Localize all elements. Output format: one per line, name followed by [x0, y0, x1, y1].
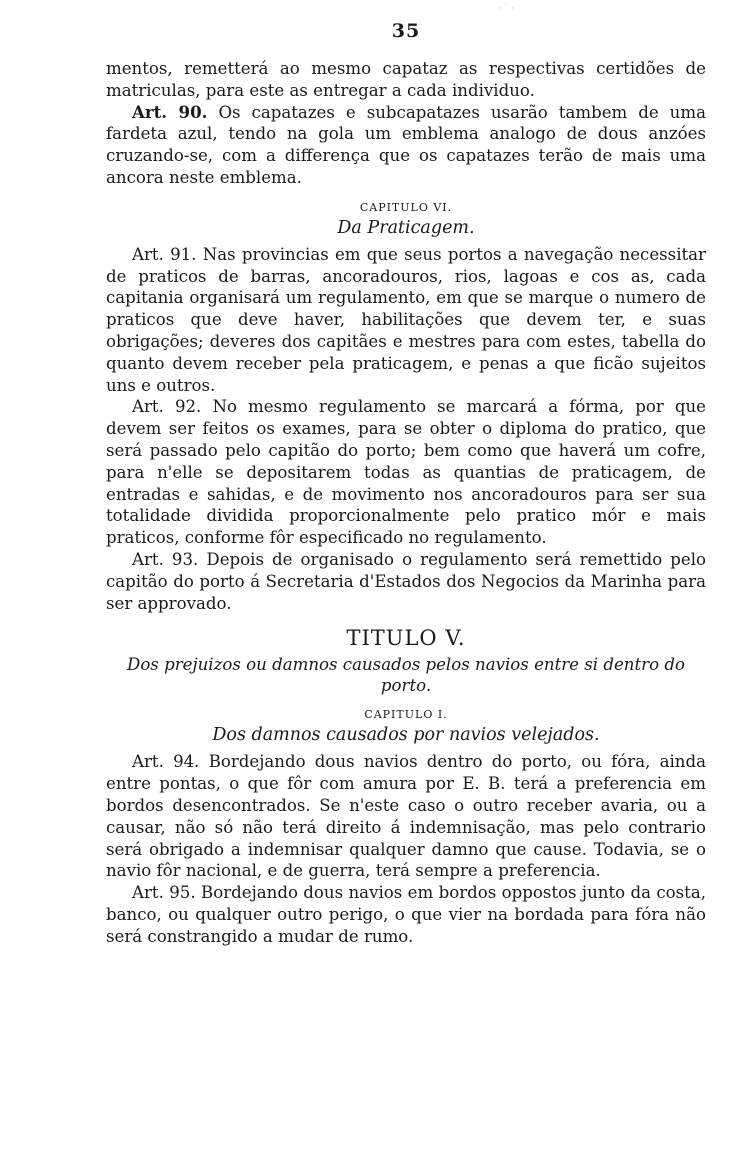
article-93-label: Art. 93. — [132, 549, 199, 569]
document-page — [106, 20, 706, 948]
article-95-label: Art. 95. — [132, 883, 196, 903]
article-94 — [106, 751, 706, 882]
article-93-text: Depois de organisado o regulamento será remettido pelo capitão do porto á Secretaria d'Estados dos Negocios da Marinha para ser approvado. — [106, 549, 706, 613]
article-93 — [106, 549, 706, 614]
article-90-label: Art. 90. — [132, 101, 208, 122]
scan-specks: · ˙ · — [498, 4, 514, 14]
chapter-1-title: Dos damnos causados por navios velejados. — [212, 725, 600, 746]
article-91-label: Art. 91. — [132, 244, 197, 264]
page-number: 35 — [391, 20, 421, 42]
article-90-text: Os capatazes e subcapatazes usarão tambem de uma fardeta azul, tendo na gola um emblema analogo de dous anzóes cruzando-se, com a differença que os capatazes terão de mais uma ancora neste emblema. — [106, 102, 706, 187]
title-5-subtitle: Dos prejuizos ou damnos causados pelos navios entre si dentro do porto. — [127, 655, 685, 696]
article-95-text: Bordejando dous navios em bordos oppostos junto da costa, banco, ou qualquer outro perigo, o que vier na bordada para fóra não será constrangido a mudar de rumo. — [106, 883, 707, 946]
article-91-text: Nas provincias em que seus portos a navegação necessitar de praticos de barras, ancoradouros, rios, lagoas e cos as, cada capitania organisará um regulamento, em que se marque o numero de praticos que deve haver, habilitações que devem ter, e suas obrigações; deveres dos capitães e mestres para com estes, tabella do quanto devem receber pela praticagem, e penas a que ficão sujeitos uns e outros. — [106, 244, 706, 395]
article-92-text: No mesmo regulamento se marcará a fórma, por que devem ser feitos os exames, para se obter o diploma do pratico, que será passado pelo capitão do porto; bem como que haverá um cofre, para n'elle se depositarem todas as quantias de praticagem, de entradas e sahidas, e de movimento nos ancoradouros para ser sua totalidade dividida proporcionalmente pelo pratico mór e mais praticos, conforme fôr especificado no regulamento. — [106, 397, 707, 548]
continuation-paragraph: mentos, remetterá ao mesmo capataz as respectivas certidões de matriculas, para este as entregar a cada individuo. — [106, 59, 706, 100]
chapter-6-label: CAPITULO VI. — [359, 200, 453, 214]
article-94-text: Bordejando dous navios dentro do porto, ou fóra, ainda entre pontas, o que fôr com amura por E. B. terá a preferencia em bordos desencontrados. Se n'este caso o outro receber avaria, ou a causar, não só não terá direito á indemnisação, mas pelo contrario será obrigado a indemnisar qualquer damno que cause. Todavia, se o navio fôr nacional, e de guerra, terá sempre a preferencia. — [106, 752, 706, 881]
article-91 — [106, 244, 706, 397]
chapter-6-title: Da Praticagem. — [337, 217, 475, 238]
chapter-1-label: CAPITULO I. — [364, 708, 448, 722]
article-92 — [106, 396, 706, 549]
article-94-label: Art. 94. — [132, 752, 200, 772]
article-92-label: Art. 92. — [132, 397, 202, 417]
title-5-label: TITULO V. — [346, 626, 466, 651]
article-90 — [106, 102, 706, 189]
article-95 — [106, 882, 706, 947]
